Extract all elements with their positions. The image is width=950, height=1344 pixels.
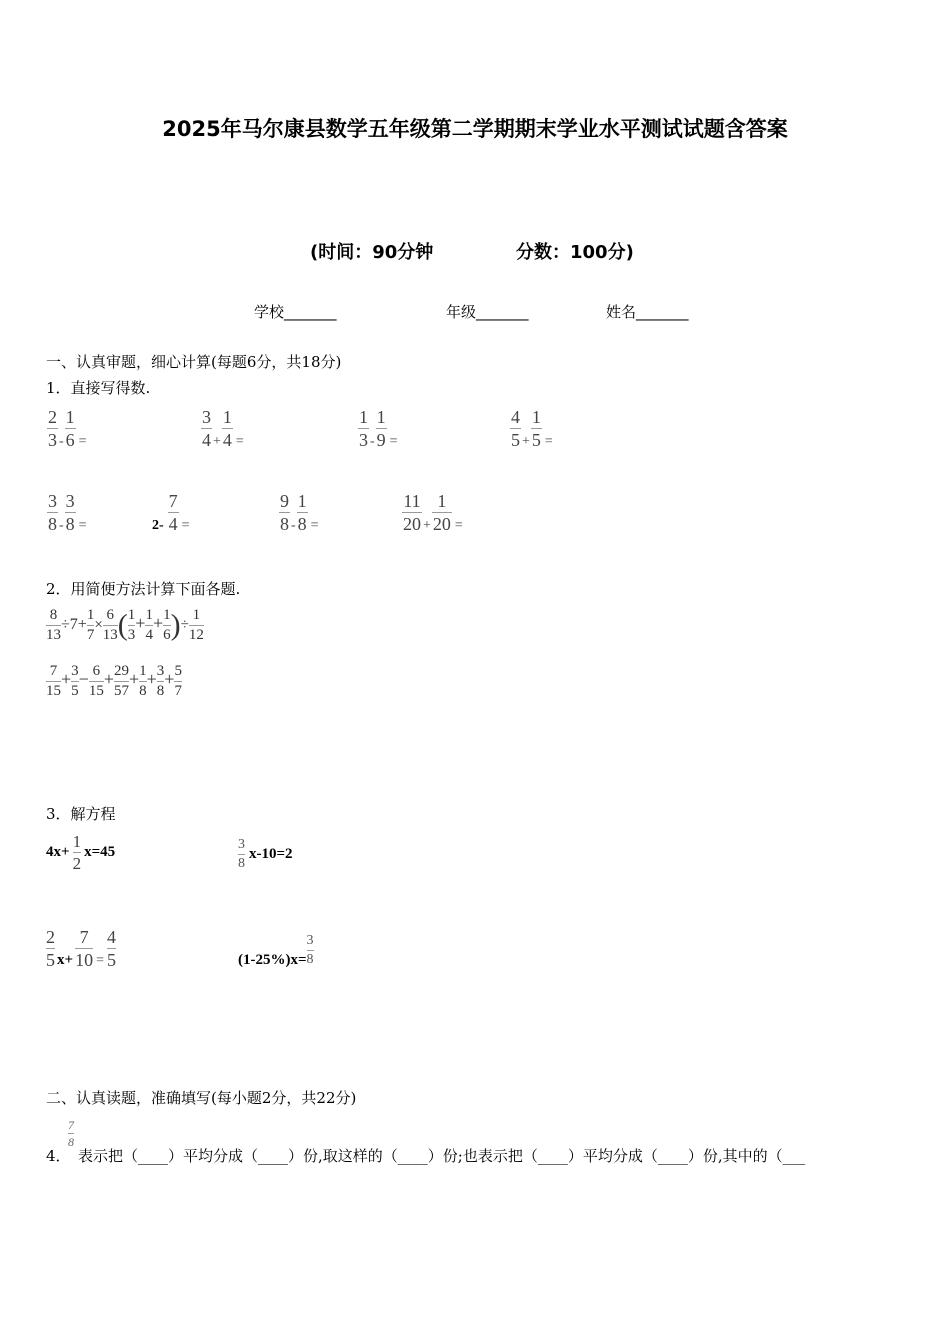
name-field: 姓名_______ [606, 303, 689, 321]
q1-item-2: $\frac{3}{4}$ $_+$ $\frac{1}{4}$ $_=$ [202, 407, 244, 450]
section-1-heading: 一、认真审题，细心计算(每题6分，共18分) [46, 353, 342, 371]
question-3-label: 3．解方程 [46, 805, 116, 823]
q2-expression-2: $\frac{7}{15}$ + $\frac{3}{5}$ − $\frac{6}{15}$ + $\frac{29}{57}$ + $\frac{1}{8}$ + $\frac{3}{8}$ + $\frac{5}{7}$ [46, 663, 182, 699]
grade-field: 年级_______ [446, 303, 529, 321]
q1-item-8: $\frac{11}{20}$ $_+$ $\frac{1}{20}$ $_=$ [403, 491, 463, 534]
q3-equation-1: 4x+ $\frac{1}{2}$ x=45 [46, 832, 116, 873]
section-2-heading: 二、认真读题，准确填写(每小题2分，共22分) [46, 1089, 357, 1107]
question-2-label: 2．用简便方法计算下面各题. [46, 580, 241, 598]
q1-item-1: $\frac{2}{3}$ $_-$ $\frac{1}{6}$ $_=$ [48, 407, 87, 450]
q3-equation-2: $\frac{3}{8}$ x-10=2 [238, 837, 293, 871]
question-4-fraction: $\frac{7}{8}$ [68, 1118, 74, 1149]
q1-item-3: $\frac{1}{3}$ $_-$ $\frac{1}{9}$ $_=$ [359, 407, 398, 450]
exam-time: (时间：90分钟 [310, 242, 434, 263]
q1-item-5: $\frac{3}{8}$ $_-$ $\frac{3}{8}$ $_=$ [48, 491, 87, 534]
exam-score: 分数：100分) [516, 242, 634, 263]
question-4-number: 4． [46, 1147, 71, 1165]
q1-item-7: $\frac{9}{8}$ $_-$ $\frac{1}{8}$ $_=$ [280, 491, 319, 534]
question-1-label: 1．直接写得数. [46, 379, 151, 397]
q1-item-6: $_{2-}$ $\frac{7}{4}$ $_=$ [152, 491, 190, 534]
q3-equation-4: (1-25%)x= $\frac{3}{8}$ [238, 933, 314, 969]
q1-item-4: $\frac{4}{5}$ $_+$ $\frac{1}{5}$ $_=$ [511, 407, 553, 450]
school-field: 学校_______ [254, 303, 337, 321]
q2-expression-1: $\frac{8}{13}$ ÷7+ $\frac{1}{7}$ × $\frac{6}{13}$ ( $\frac{1}{3}$ + $\frac{1}{4}$ + $\frac{1}{6}$ )÷ $\frac{1}{12}$ [46, 607, 204, 643]
page-title: 2025年马尔康县数学五年级第二学期期末学业水平测试试题含答案 [162, 117, 788, 141]
q3-equation-3: $\frac{2}{5}$ x+ $\frac{7}{10}$ = $\frac{4}{5}$ [46, 927, 116, 970]
question-4-text: 表示把（____）平均分成（____）份,取这样的（____）份;也表示把（____）平均分成（____）份,其中的（___ [78, 1147, 806, 1165]
